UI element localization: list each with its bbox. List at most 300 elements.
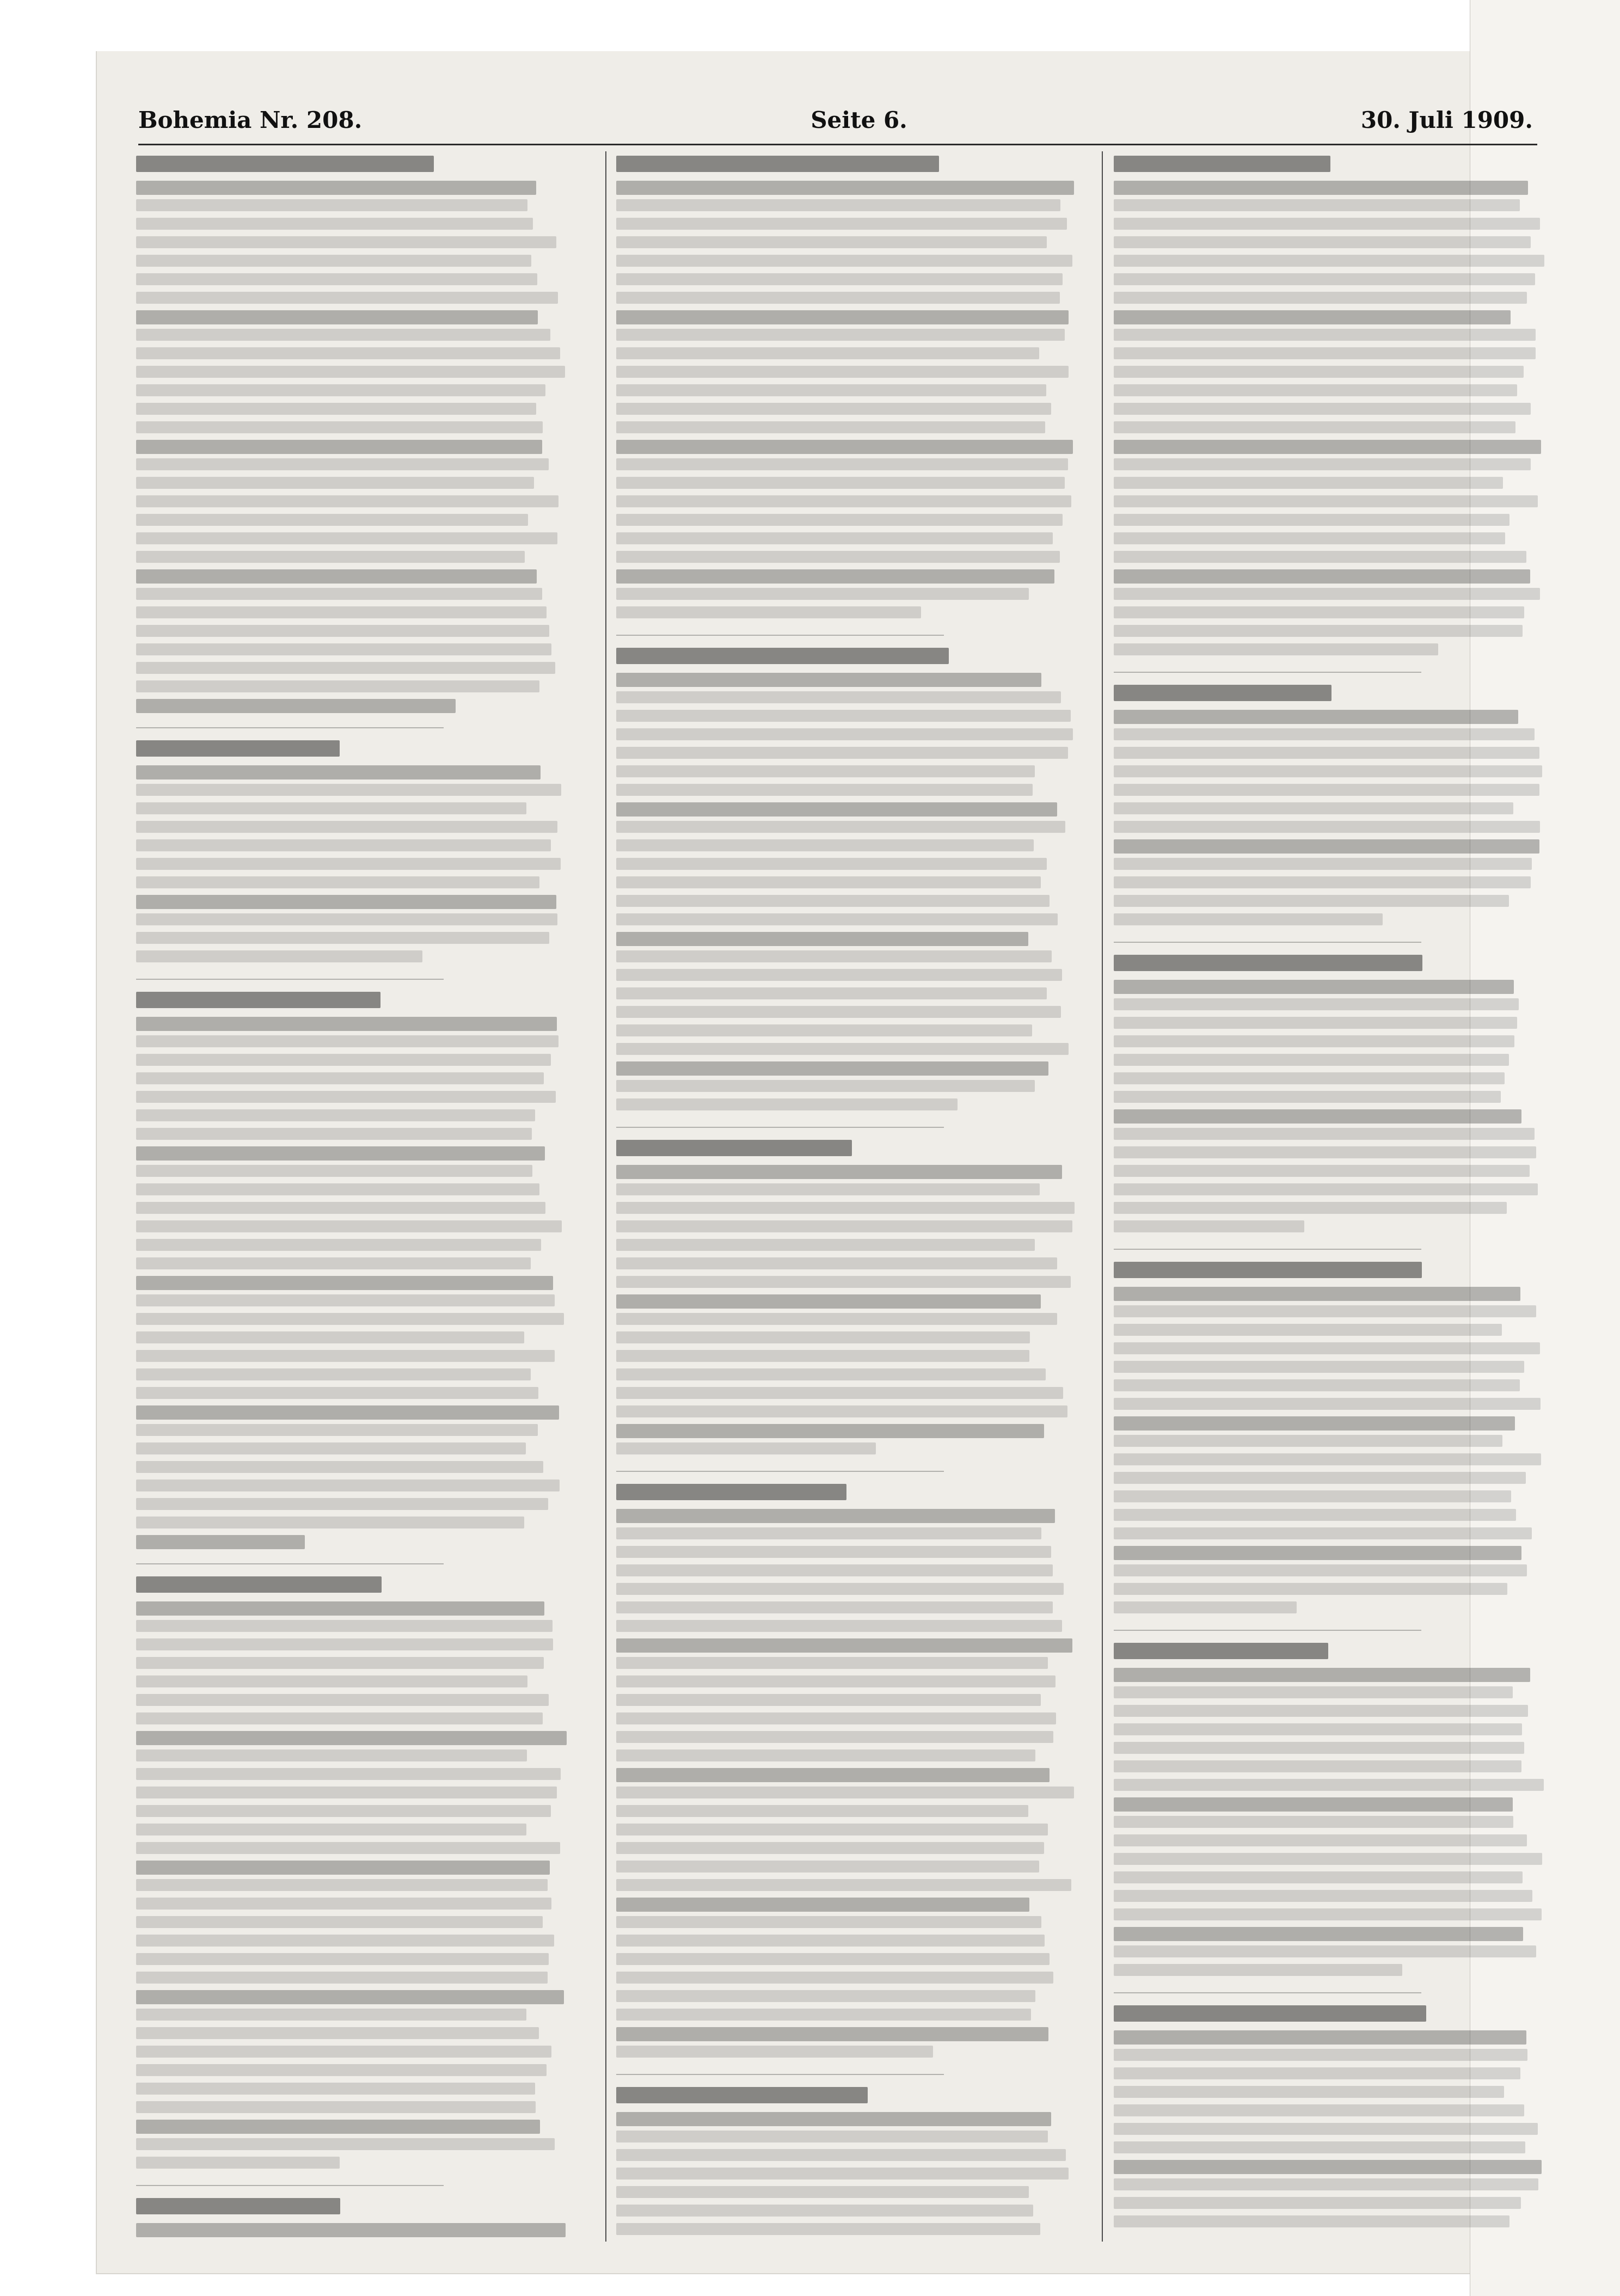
right-heading-0 <box>1114 156 1330 172</box>
right-line-2-4 <box>1114 1054 1509 1066</box>
middle-line-1-9 <box>616 839 1034 851</box>
left-line-0-13 <box>136 421 543 433</box>
right-line-1-2 <box>1114 747 1539 759</box>
left-line-0-2 <box>136 218 533 230</box>
left-line-2-20 <box>136 1387 538 1399</box>
middle-line-3-9 <box>616 1675 1056 1687</box>
middle-line-0-6 <box>616 292 1060 304</box>
right-line-1-1 <box>1114 728 1535 740</box>
right-line-0-18 <box>1114 514 1509 526</box>
middle-line-3-0 <box>616 1509 1055 1523</box>
right-line-3-8 <box>1114 1435 1502 1447</box>
middle-line-3-23 <box>616 1935 1045 1947</box>
left-line-2-0 <box>136 1017 557 1031</box>
left-line-2-4 <box>136 1091 556 1103</box>
column-divider-1 <box>605 151 606 2242</box>
right-line-2-0 <box>1114 980 1514 994</box>
left-line-3-26 <box>136 2083 535 2095</box>
left-line-3-13 <box>136 1842 560 1854</box>
middle-rule-1 <box>616 1127 944 1128</box>
left-line-1-9 <box>136 932 549 944</box>
middle-line-3-5 <box>616 1601 1053 1613</box>
right-line-0-0 <box>1114 181 1528 195</box>
left-line-3-10 <box>136 1787 557 1798</box>
left-line-3-0 <box>136 1601 544 1616</box>
masthead <box>138 107 1537 142</box>
right-line-3-15 <box>1114 1564 1527 1576</box>
right-line-3-3 <box>1114 1342 1540 1354</box>
middle-line-1-20 <box>616 1043 1069 1055</box>
left-line-2-17 <box>136 1331 524 1343</box>
middle-line-1-23 <box>616 1098 958 1110</box>
middle-line-1-12 <box>616 895 1050 907</box>
left-line-0-26 <box>136 662 555 674</box>
left-line-3-14 <box>136 1861 550 1875</box>
right-line-2-1 <box>1114 998 1519 1010</box>
left-line-3-30 <box>136 2157 340 2169</box>
middle-line-2-6 <box>616 1276 1071 1288</box>
left-line-0-23 <box>136 606 547 618</box>
right-line-0-4 <box>1114 255 1544 267</box>
middle-line-3-13 <box>616 1749 1035 1761</box>
middle-line-0-1 <box>616 199 1060 211</box>
right-line-3-13 <box>1114 1527 1532 1539</box>
left-line-0-11 <box>136 384 545 396</box>
right-line-2-3 <box>1114 1035 1514 1047</box>
left-line-3-28 <box>136 2120 540 2134</box>
right-line-0-19 <box>1114 532 1505 544</box>
right-line-0-25 <box>1114 643 1438 655</box>
right-line-1-0 <box>1114 710 1518 724</box>
left-line-3-4 <box>136 1675 527 1687</box>
right-line-0-20 <box>1114 551 1526 563</box>
right-line-3-11 <box>1114 1490 1511 1502</box>
right-line-4-7 <box>1114 1797 1513 1812</box>
right-line-3-10 <box>1114 1472 1526 1484</box>
publication-label: Bohemia Nr. 208. <box>138 107 363 133</box>
left-line-2-10 <box>136 1202 545 1214</box>
right-line-4-14 <box>1114 1927 1523 1941</box>
left-line-0-4 <box>136 255 531 267</box>
left-line-3-12 <box>136 1824 526 1835</box>
right-line-4-11 <box>1114 1871 1523 1883</box>
middle-line-0-7 <box>616 310 1069 324</box>
middle-line-0-14 <box>616 440 1073 454</box>
left-line-0-24 <box>136 625 549 637</box>
middle-line-1-11 <box>616 876 1041 888</box>
left-line-3-1 <box>136 1620 553 1632</box>
right-line-3-2 <box>1114 1324 1502 1336</box>
middle-line-1-10 <box>616 858 1047 870</box>
left-heading-0 <box>136 156 434 172</box>
right-line-5-0 <box>1114 2030 1526 2045</box>
left-line-3-15 <box>136 1879 548 1891</box>
left-line-0-21 <box>136 569 537 584</box>
right-line-0-5 <box>1114 273 1535 285</box>
right-line-0-8 <box>1114 329 1536 341</box>
middle-line-2-4 <box>616 1239 1035 1251</box>
middle-line-1-15 <box>616 950 1052 962</box>
middle-line-1-17 <box>616 987 1047 999</box>
middle-heading-3 <box>616 1484 846 1500</box>
left-line-0-8 <box>136 329 550 341</box>
left-line-2-22 <box>136 1424 538 1436</box>
left-line-2-5 <box>136 1109 535 1121</box>
left-heading-1 <box>136 740 340 757</box>
column-right <box>1114 151 1559 2252</box>
right-line-2-9 <box>1114 1146 1536 1158</box>
right-line-3-7 <box>1114 1416 1515 1431</box>
middle-line-1-5 <box>616 765 1035 777</box>
right-line-1-11 <box>1114 913 1383 925</box>
middle-line-3-16 <box>616 1805 1028 1817</box>
middle-rule-2 <box>616 1471 944 1472</box>
middle-line-0-2 <box>616 218 1067 230</box>
right-line-0-12 <box>1114 403 1531 415</box>
left-line-3-5 <box>136 1694 549 1706</box>
right-line-5-8 <box>1114 2178 1538 2190</box>
right-line-0-21 <box>1114 569 1530 584</box>
left-line-3-27 <box>136 2101 536 2113</box>
middle-heading-0 <box>616 156 939 172</box>
left-line-2-28 <box>136 1535 305 1549</box>
left-line-0-22 <box>136 588 542 600</box>
right-line-3-5 <box>1114 1379 1520 1391</box>
right-line-5-4 <box>1114 2104 1524 2116</box>
right-line-4-4 <box>1114 1742 1524 1754</box>
left-line-1-4 <box>136 839 551 851</box>
left-line-0-9 <box>136 347 560 359</box>
right-line-4-6 <box>1114 1779 1544 1791</box>
left-rule-2 <box>136 1563 444 1564</box>
middle-line-1-2 <box>616 710 1071 722</box>
right-heading-4 <box>1114 1643 1328 1659</box>
left-line-2-3 <box>136 1072 544 1084</box>
right-line-3-4 <box>1114 1361 1524 1373</box>
left-line-2-6 <box>136 1128 532 1140</box>
left-line-2-11 <box>136 1220 562 1232</box>
left-line-3-9 <box>136 1768 561 1780</box>
right-line-0-15 <box>1114 458 1531 470</box>
left-line-2-21 <box>136 1405 559 1420</box>
middle-line-2-10 <box>616 1350 1029 1362</box>
left-line-0-7 <box>136 310 538 324</box>
right-line-0-7 <box>1114 310 1511 324</box>
left-line-2-13 <box>136 1257 531 1269</box>
right-line-0-6 <box>1114 292 1527 304</box>
right-line-5-6 <box>1114 2141 1525 2153</box>
right-line-4-1 <box>1114 1686 1513 1698</box>
left-line-0-0 <box>136 181 536 195</box>
middle-line-3-7 <box>616 1638 1072 1653</box>
right-line-3-9 <box>1114 1453 1541 1465</box>
left-line-1-5 <box>136 858 561 870</box>
middle-line-0-0 <box>616 181 1074 195</box>
right-rule-1 <box>1114 942 1421 943</box>
middle-line-3-11 <box>616 1712 1056 1724</box>
middle-line-2-1 <box>616 1183 1040 1195</box>
right-line-4-2 <box>1114 1705 1528 1717</box>
right-line-4-13 <box>1114 1908 1542 1920</box>
left-line-2-14 <box>136 1276 553 1290</box>
middle-line-2-14 <box>616 1424 1044 1438</box>
left-line-2-24 <box>136 1461 543 1473</box>
middle-rule-0 <box>616 635 944 636</box>
middle-line-2-11 <box>616 1368 1046 1380</box>
left-line-2-23 <box>136 1442 526 1454</box>
left-line-1-8 <box>136 913 557 925</box>
left-line-3-2 <box>136 1638 553 1650</box>
middle-line-1-7 <box>616 802 1057 817</box>
right-line-1-9 <box>1114 876 1531 888</box>
left-line-3-8 <box>136 1749 527 1761</box>
middle-line-1-3 <box>616 728 1073 740</box>
middle-line-0-13 <box>616 421 1045 433</box>
right-line-0-9 <box>1114 347 1536 359</box>
right-line-1-5 <box>1114 802 1513 814</box>
middle-line-3-3 <box>616 1564 1053 1576</box>
left-line-3-17 <box>136 1916 543 1928</box>
right-line-2-2 <box>1114 1017 1517 1029</box>
middle-line-2-15 <box>616 1442 876 1454</box>
middle-line-3-15 <box>616 1787 1074 1798</box>
left-line-2-19 <box>136 1368 531 1380</box>
right-heading-1 <box>1114 685 1331 701</box>
right-line-0-1 <box>1114 199 1520 211</box>
right-line-4-15 <box>1114 1945 1536 1957</box>
middle-line-2-5 <box>616 1257 1057 1269</box>
right-rule-4 <box>1114 1992 1421 1993</box>
middle-line-0-15 <box>616 458 1068 470</box>
middle-line-0-17 <box>616 495 1071 507</box>
middle-line-3-21 <box>616 1898 1029 1912</box>
middle-line-4-0 <box>616 2112 1051 2126</box>
right-line-1-10 <box>1114 895 1509 907</box>
left-line-0-20 <box>136 551 525 563</box>
middle-line-4-1 <box>616 2131 1048 2142</box>
middle-line-1-0 <box>616 673 1041 687</box>
left-line-2-15 <box>136 1294 555 1306</box>
middle-line-3-18 <box>616 1842 1044 1854</box>
right-line-2-8 <box>1114 1128 1535 1140</box>
left-line-3-11 <box>136 1805 551 1817</box>
left-line-3-22 <box>136 2009 526 2021</box>
right-line-1-8 <box>1114 858 1532 870</box>
left-line-0-6 <box>136 292 558 304</box>
middle-line-3-10 <box>616 1694 1041 1706</box>
right-heading-2 <box>1114 955 1422 971</box>
left-line-0-25 <box>136 643 551 655</box>
left-heading-3 <box>136 1576 382 1593</box>
middle-line-3-28 <box>616 2027 1048 2041</box>
middle-line-2-0 <box>616 1165 1062 1179</box>
issue-date: 30. Juli 1909. <box>1360 107 1533 133</box>
right-heading-5 <box>1114 2005 1426 2022</box>
right-line-0-13 <box>1114 421 1515 433</box>
right-line-0-2 <box>1114 218 1540 230</box>
left-line-2-1 <box>136 1035 559 1047</box>
middle-heading-2 <box>616 1140 852 1156</box>
left-line-3-16 <box>136 1898 551 1910</box>
left-line-2-18 <box>136 1350 555 1362</box>
right-line-4-12 <box>1114 1890 1532 1902</box>
left-line-2-27 <box>136 1517 524 1528</box>
middle-line-3-17 <box>616 1824 1048 1835</box>
left-line-0-19 <box>136 532 557 544</box>
middle-line-1-14 <box>616 932 1028 946</box>
left-line-1-0 <box>136 765 541 779</box>
right-line-2-12 <box>1114 1202 1507 1214</box>
right-heading-3 <box>1114 1262 1422 1278</box>
middle-line-0-8 <box>616 329 1065 341</box>
middle-line-3-25 <box>616 1972 1053 1984</box>
middle-line-3-22 <box>616 1916 1041 1928</box>
right-line-4-8 <box>1114 1816 1513 1828</box>
left-line-0-28 <box>136 699 456 713</box>
right-line-4-10 <box>1114 1853 1542 1865</box>
middle-line-2-3 <box>616 1220 1072 1232</box>
left-line-3-19 <box>136 1953 549 1965</box>
middle-line-3-2 <box>616 1546 1051 1558</box>
left-line-2-25 <box>136 1479 560 1491</box>
middle-line-0-10 <box>616 366 1069 378</box>
middle-line-1-8 <box>616 821 1065 833</box>
right-line-0-23 <box>1114 606 1524 618</box>
left-line-3-18 <box>136 1935 554 1947</box>
left-line-3-3 <box>136 1657 544 1669</box>
left-heading-2 <box>136 992 381 1008</box>
middle-line-1-18 <box>616 1006 1061 1018</box>
left-line-2-9 <box>136 1183 539 1195</box>
middle-line-0-22 <box>616 588 1029 600</box>
right-line-5-9 <box>1114 2197 1521 2209</box>
right-line-3-12 <box>1114 1509 1516 1521</box>
right-line-3-17 <box>1114 1601 1297 1613</box>
right-line-2-7 <box>1114 1109 1521 1124</box>
right-line-2-5 <box>1114 1072 1505 1084</box>
right-line-1-6 <box>1114 821 1540 833</box>
column-divider-2 <box>1102 151 1103 2242</box>
middle-line-1-19 <box>616 1024 1032 1036</box>
left-line-3-7 <box>136 1731 567 1745</box>
left-line-0-10 <box>136 366 565 378</box>
middle-line-3-19 <box>616 1861 1039 1873</box>
middle-line-3-24 <box>616 1953 1050 1965</box>
right-line-5-5 <box>1114 2123 1538 2135</box>
middle-line-0-20 <box>616 551 1060 563</box>
left-line-1-6 <box>136 876 539 888</box>
middle-line-4-2 <box>616 2149 1066 2161</box>
middle-line-1-21 <box>616 1061 1048 1076</box>
middle-line-1-1 <box>616 691 1061 703</box>
middle-line-0-5 <box>616 273 1063 285</box>
middle-line-0-9 <box>616 347 1039 359</box>
left-line-2-8 <box>136 1165 532 1177</box>
middle-line-1-16 <box>616 969 1062 981</box>
left-rule-1 <box>136 979 444 980</box>
right-line-1-7 <box>1114 839 1539 854</box>
middle-line-3-12 <box>616 1731 1053 1743</box>
middle-line-3-27 <box>616 2009 1031 2021</box>
middle-line-3-26 <box>616 1990 1035 2002</box>
right-line-0-10 <box>1114 366 1524 378</box>
top-margin <box>0 0 1620 51</box>
left-line-0-3 <box>136 236 556 248</box>
right-line-3-0 <box>1114 1287 1520 1301</box>
middle-line-0-16 <box>616 477 1065 489</box>
left-margin <box>0 0 96 2296</box>
right-line-4-3 <box>1114 1723 1522 1735</box>
right-line-5-2 <box>1114 2067 1520 2079</box>
right-line-4-5 <box>1114 1760 1521 1772</box>
middle-line-2-7 <box>616 1294 1041 1309</box>
right-line-2-10 <box>1114 1165 1530 1177</box>
middle-heading-1 <box>616 648 949 664</box>
middle-line-1-4 <box>616 747 1068 759</box>
right-line-1-4 <box>1114 784 1539 796</box>
middle-line-3-8 <box>616 1657 1048 1669</box>
right-line-0-16 <box>1114 477 1503 489</box>
right-line-2-11 <box>1114 1183 1538 1195</box>
right-rule-0 <box>1114 672 1421 673</box>
left-line-0-18 <box>136 514 528 526</box>
right-line-5-10 <box>1114 2215 1509 2227</box>
right-line-4-9 <box>1114 1834 1527 1846</box>
right-line-5-7 <box>1114 2160 1542 2174</box>
left-line-1-3 <box>136 821 557 833</box>
page-number: Seite 6. <box>811 107 907 133</box>
left-line-2-2 <box>136 1054 551 1066</box>
right-line-5-3 <box>1114 2086 1504 2098</box>
left-line-3-29 <box>136 2138 555 2150</box>
middle-line-4-6 <box>616 2223 1040 2235</box>
middle-line-3-29 <box>616 2046 933 2058</box>
middle-line-0-21 <box>616 569 1054 584</box>
left-line-0-14 <box>136 440 542 454</box>
masthead-rule <box>138 144 1537 145</box>
middle-line-1-6 <box>616 784 1033 796</box>
middle-line-3-1 <box>616 1527 1041 1539</box>
middle-line-2-12 <box>616 1387 1063 1399</box>
left-line-1-10 <box>136 950 422 962</box>
right-line-0-3 <box>1114 236 1531 248</box>
middle-line-3-14 <box>616 1768 1050 1782</box>
left-line-1-2 <box>136 802 526 814</box>
left-line-3-20 <box>136 1972 548 1984</box>
middle-line-0-18 <box>616 514 1063 526</box>
right-line-3-14 <box>1114 1546 1521 1560</box>
left-line-2-26 <box>136 1498 548 1510</box>
left-line-0-17 <box>136 495 559 507</box>
right-line-3-6 <box>1114 1398 1541 1410</box>
left-line-1-7 <box>136 895 556 909</box>
left-line-0-1 <box>136 199 527 211</box>
left-line-0-15 <box>136 458 549 470</box>
right-line-0-14 <box>1114 440 1541 454</box>
right-line-0-22 <box>1114 588 1540 600</box>
middle-line-0-4 <box>616 255 1072 267</box>
left-line-3-21 <box>136 1990 564 2004</box>
middle-line-1-22 <box>616 1080 1035 1092</box>
left-line-3-25 <box>136 2064 547 2076</box>
left-line-0-27 <box>136 680 539 692</box>
right-line-4-0 <box>1114 1668 1530 1682</box>
left-line-0-5 <box>136 273 537 285</box>
middle-line-2-9 <box>616 1331 1030 1343</box>
middle-line-2-2 <box>616 1202 1075 1214</box>
column-left <box>136 151 581 2252</box>
right-rule-3 <box>1114 1630 1421 1631</box>
